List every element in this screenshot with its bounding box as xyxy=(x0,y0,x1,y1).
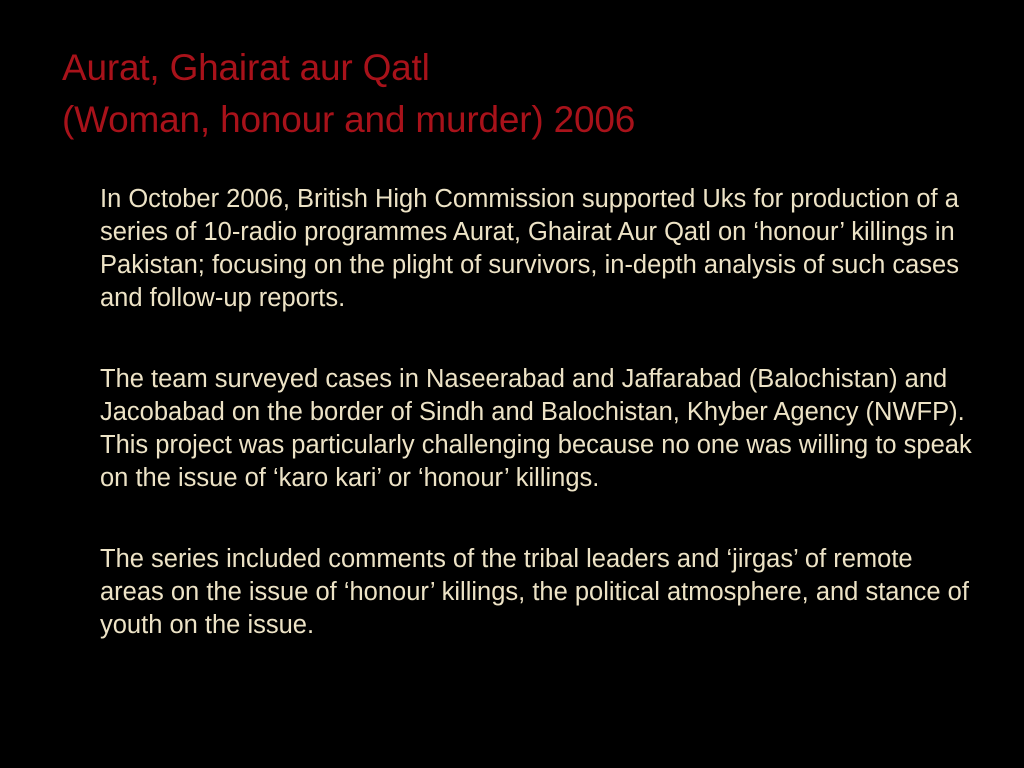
body-paragraph-3: The series included comments of the tribal leaders and ‘jirgas’ of remote areas on the issue of ‘honour’ killings, the political atmosphere, and stance of youth on the issue. xyxy=(100,545,969,639)
slide-body xyxy=(100,183,980,642)
slide-title-line-2: (Woman, honour and murder) 2006 xyxy=(62,99,636,140)
slide-title xyxy=(62,42,982,146)
body-paragraph-1: In October 2006, British High Commission supported Uks for production of a series of 10-radio programmes Aurat, Ghairat Aur Qatl on ‘honour’ killings in Pakistan; focusing on the plight of survivors, in-depth analysis of such cases and follow-up reports. xyxy=(100,185,959,312)
body-paragraph-2: The team surveyed cases in Naseerabad and Jaffarabad (Balochistan) and Jacobabad on the border of Sindh and Balochistan, Khyber Agency (NWFP). This project was particularly challenging because no one was willing to speak on the issue of ‘karo kari’ or ‘honour’ killings. xyxy=(100,365,972,492)
slide-title-line-1: Aurat, Ghairat aur Qatl xyxy=(62,47,430,88)
